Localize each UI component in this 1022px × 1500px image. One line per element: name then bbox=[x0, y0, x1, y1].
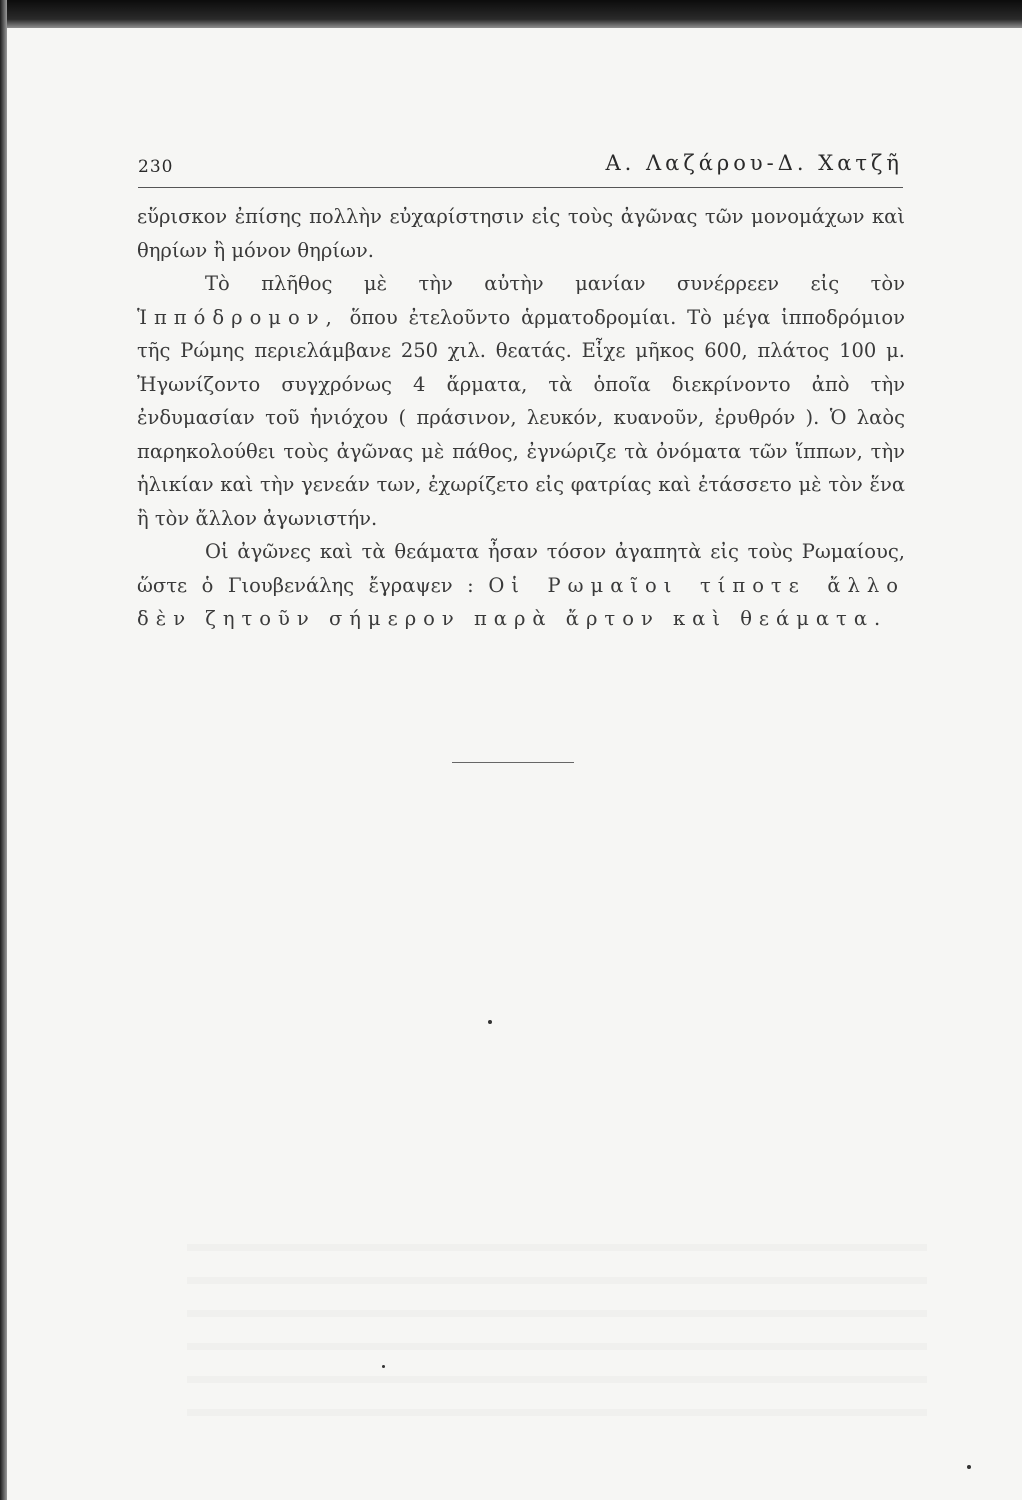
paragraph-2 bbox=[137, 267, 905, 535]
paragraph-3-start: Οἱ ἀγῶνες καὶ τὰ θεάματα ἦσαν τόσον ἀγαπητὰ εἰς τοὺς Ρωμαίους, ὥστε ὁ Γιουβενάλης ἔγραψεν : bbox=[137, 540, 905, 597]
show-through-text bbox=[187, 1218, 927, 1418]
page-number: 230 bbox=[138, 157, 174, 177]
scan-left-edge bbox=[0, 0, 7, 1500]
page-header bbox=[138, 145, 903, 185]
body-text bbox=[137, 200, 905, 636]
running-head: Α. Λαζάρου-Δ. Χατζῆ bbox=[605, 151, 903, 175]
paragraph-3 bbox=[137, 535, 905, 636]
paragraph-2-rest: ὅπου ἐτελοῦντο ἁρματοδρομίαι. Τὸ μέγα ἱπποδρόμιον τῆς Ρώμης περιελάμβανε 250 χιλ. θεατάς. Εἶχε μῆκος 600, πλάτος 100 μ. Ἠγωνίζοντο συγχρόνως 4 ἅρματα, τὰ ὁποῖα διεκρίνοντο ἀπὸ τὴν ἐνδυμασίαν τοῦ ἡνιόχου ( πράσινον, λευκόν, κυανοῦν, ἐρυθρόν ). Ὁ λαὸς παρηκολούθει τοὺς ἀγῶνας μὲ πάθος, ἐγνώριζε τὰ ὀνόματα τῶν ἵππων, τὴν ἡλικίαν καὶ τὴν γενεάν των, ἐχωρίζετο εἰς φατρίας καὶ ἐτάσσετο μὲ τὸν ἕνα ἢ τὸν ἄλλον ἀγωνιστήν. bbox=[137, 305, 906, 530]
paragraph-1: εὕρισκον ἐπίσης πολλὴν εὐχαρίστησιν εἰς τοὺς ἀγῶνας τῶν μονομάχων καὶ θηρίων ἢ μόνον θηρίων. bbox=[137, 205, 905, 262]
end-rule bbox=[452, 762, 574, 763]
scan-speck bbox=[488, 1020, 492, 1024]
scan-speck bbox=[382, 1365, 385, 1368]
scan-speck bbox=[967, 1465, 971, 1469]
paragraph-2-start: Τὸ πλῆθος μὲ τὴν αὐτὴν μανίαν συνέρρεεν εἰς τὸν bbox=[205, 272, 905, 295]
hippodrome-term: Ἱππόδρομον, bbox=[137, 305, 339, 329]
juvenal-quote: Οἱ Ρωμαῖοι τίποτε ἄλλο δὲν ζητοῦν σήμερον παρὰ ἄρτον καὶ θεάματα. bbox=[137, 573, 905, 630]
header-rule bbox=[138, 187, 903, 188]
